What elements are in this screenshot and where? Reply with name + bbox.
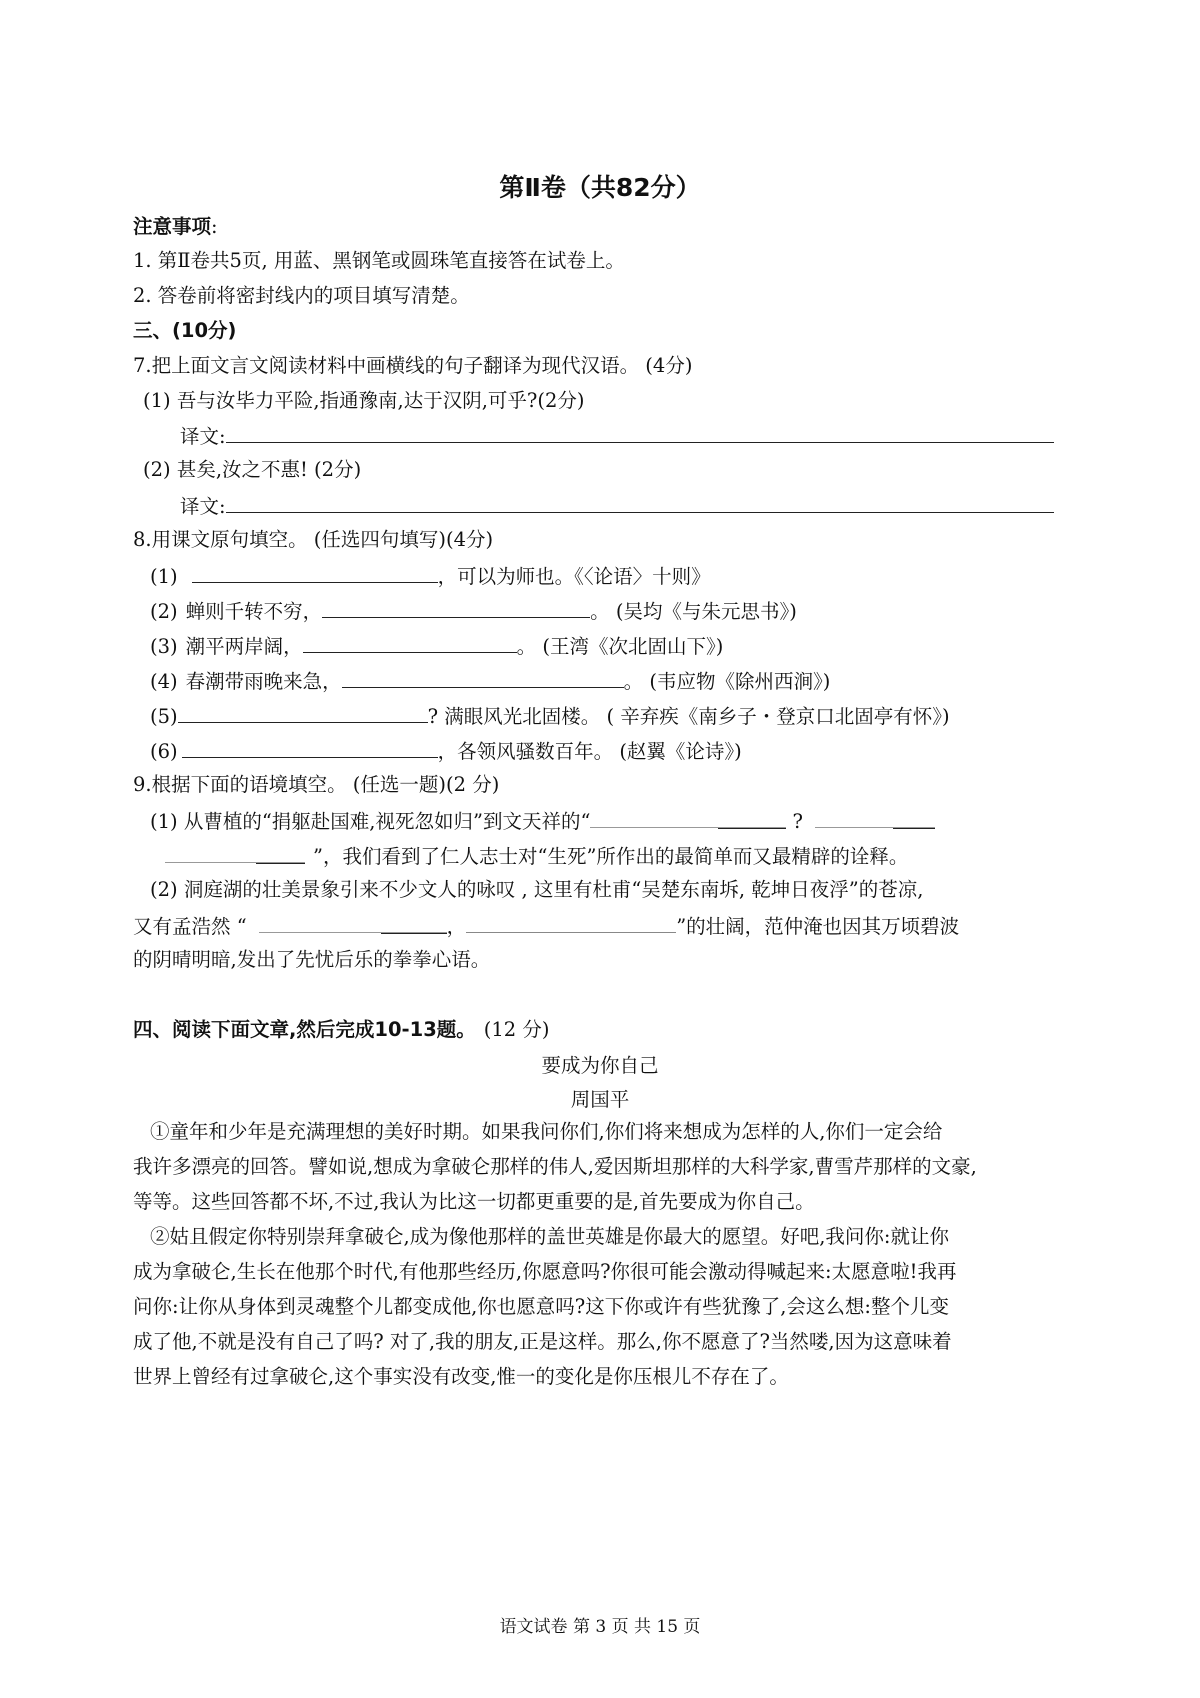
section-3-heading: 三、(10分) — [133, 319, 237, 342]
q8-item-3-before: 潮平两岸阔， — [185, 635, 303, 658]
q8-blank-4[interactable] — [342, 667, 624, 688]
q9-blank-4[interactable] — [466, 912, 676, 933]
notes-heading-line — [133, 214, 218, 240]
q8-item-6-num: (6) — [150, 740, 178, 763]
q7-answer-1-input[interactable] — [226, 422, 1054, 443]
q7-item-1: (1) 吾与汝毕力平险,指通豫南,达于汉阴,可乎?(2分) — [143, 389, 585, 412]
q8-blank-2[interactable] — [322, 597, 590, 618]
page-title: 第Ⅱ卷（共82分） — [499, 173, 701, 202]
q8-prompt: 8.用课文原句填空。 (任选四句填写)(4分) — [133, 528, 494, 551]
q9-item-2-comma: ， — [446, 915, 467, 938]
notes-heading: 注意事项 — [133, 215, 212, 238]
q9-prompt: 9.根据下面的语境填空。 (任选一题)(2 分) — [133, 773, 500, 796]
page-footer: 语文试卷 第 3 页 共 15 页 — [499, 1617, 701, 1637]
q9-item-2-end: ”的壮阔，范仲淹也因其万顷碧波 — [676, 915, 960, 938]
paragraph-1-line-3: 等等。这些回答都不坏,不过,我认为比这一切都更重要的是,首先要成为你自己。 — [133, 1190, 815, 1213]
q8-item-1-num: (1) — [150, 565, 178, 588]
q9-blank-3[interactable] — [259, 912, 447, 933]
q9-item-1-line1 — [150, 807, 935, 835]
paragraph-2-line-4: 成了他,不就是没有自己了吗? 对了,我的朋友,正是这样。那么,你不愿意了?当然喽,因为这意味着 — [133, 1330, 952, 1353]
section-4-heading: 四、阅读下面文章,然后完成10-13题。 — [133, 1018, 476, 1041]
paragraph-1-line-2: 我许多漂亮的回答。譬如说,想成为拿破仑那样的伟人,爱因斯坦那样的大科学家,曹雪芹那样的文豪, — [133, 1155, 977, 1178]
q9-item-1-qmark: ? — [792, 810, 803, 833]
q8-item-6 — [150, 737, 742, 765]
q8-item-2-after: 。 (吴均《与朱元思书》) — [590, 600, 797, 623]
paragraph-1-line-1: ①童年和少年是充满理想的美好时期。如果我问你们,你们将来想成为怎样的人,你们一定会给 — [150, 1120, 943, 1143]
q8-item-2-before: 蝉则千转不穷， — [185, 600, 323, 623]
paragraph-2-line-5: 世界上曾经有过拿破仑,这个事实没有改变,惟一的变化是你压根儿不存在了。 — [133, 1365, 789, 1388]
q8-item-2 — [150, 597, 797, 625]
q8-item-4-after: 。 (韦应物《除州西涧》) — [623, 670, 831, 693]
q8-item-4-num: (4) — [150, 670, 178, 693]
section-4-heading-line — [133, 1017, 550, 1043]
q8-item-3-after: 。 (王湾《次北固山下》) — [516, 635, 724, 658]
q8-item-5-num: (5) — [150, 705, 178, 728]
q8-item-5-after: ? 满眼风光北固楼。 ( 辛弃疾《南乡子・登京口北固亭有怀》) — [427, 705, 950, 728]
paragraph-2-line-3: 问你:让你从身体到灵魂整个儿都变成他,你也愿意吗?这下你或许有些犹豫了,会这么想:整个儿变 — [133, 1295, 949, 1318]
section-4-score: (12 分) — [483, 1018, 550, 1041]
notes-colon: : — [211, 215, 218, 238]
q9-item-1-part2: ”，我们看到了仁人志士对“生死”所作出的最简单而又最精辟的诠释。 — [313, 845, 909, 868]
paragraph-2-line-1: ②姑且假定你特别崇拜拿破仑,成为像他那样的盖世英雄是你最大的愿望。好吧,我问你:就让你 — [150, 1225, 949, 1248]
q9-item-1-part1: (1) 从曹植的“捐躯赴国难,视死忽如归”到文天祥的“ — [150, 810, 591, 833]
q8-blank-5[interactable] — [178, 702, 428, 723]
article-title: 要成为你自己 — [541, 1054, 659, 1077]
q8-item-4 — [150, 667, 830, 695]
q9-blank-2b[interactable] — [165, 842, 305, 863]
q8-item-1-after: ，可以为师也。《〈论语〉十则》 — [437, 565, 711, 588]
q9-blank-1[interactable] — [590, 807, 786, 828]
q7-item-2: (2) 甚矣,汝之不惠! (2分) — [143, 458, 362, 481]
q8-item-6-after: ，各领风骚数百年。 (赵翼《论诗》) — [437, 740, 742, 763]
q9-item-2-start: 又有孟浩然 “ — [133, 915, 247, 938]
q8-item-1 — [150, 562, 711, 590]
q8-blank-3[interactable] — [303, 632, 517, 653]
q8-blank-6[interactable] — [182, 737, 438, 758]
q7-prompt: 7.把上面文言文阅读材料中画横线的句子翻译为现代汉语。 (4分) — [133, 354, 693, 377]
q8-item-3 — [150, 632, 723, 660]
q9-item-2-line1: (2) 洞庭湖的壮美景象引来不少文人的咏叹 , 这里有杜甫“吴楚东南坼, 乾坤日夜浮”的苍凉, — [150, 878, 924, 901]
q8-item-2-num: (2) — [150, 600, 178, 623]
q7-answer-row-1 — [180, 422, 1054, 450]
q9-blank-2a[interactable] — [815, 807, 935, 828]
q7-answer-label-2: 译文: — [180, 495, 226, 518]
q8-item-5 — [150, 702, 950, 730]
q8-item-4-before: 春潮带雨晚来急， — [185, 670, 342, 693]
note-item-1: 1. 第Ⅱ卷共5页, 用蓝、黑钢笔或圆珠笔直接答在试卷上。 — [133, 249, 625, 272]
note-item-2: 2. 答卷前将密封线内的项目填写清楚。 — [133, 284, 470, 307]
q7-answer-row-2 — [180, 492, 1054, 520]
paragraph-2-line-2: 成为拿破仑,生长在他那个时代,有他那些经历,你愿意吗?你很可能会激动得喊起来:太愿意啦!我再 — [133, 1260, 957, 1283]
q8-item-3-num: (3) — [150, 635, 178, 658]
q9-item-2-line2 — [133, 912, 959, 940]
q7-answer-2-input[interactable] — [226, 492, 1054, 513]
q7-answer-label-1: 译文: — [180, 425, 226, 448]
q9-item-2-line3: 的阴晴明暗,发出了先忧后乐的拳拳心语。 — [133, 948, 491, 971]
article-author: 周国平 — [570, 1088, 630, 1111]
q9-item-1-line2 — [165, 842, 908, 870]
q8-blank-1[interactable] — [192, 562, 438, 583]
